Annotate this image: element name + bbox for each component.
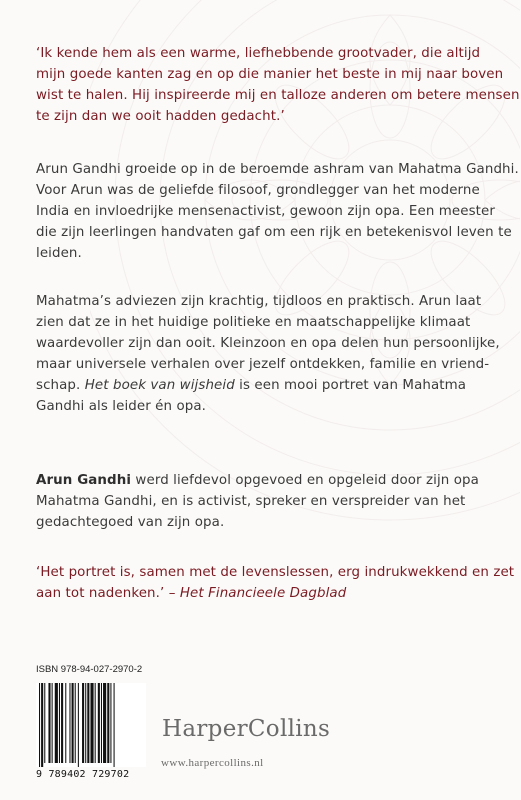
quote-line: ‘Ik kende hem als een warme, liefhebbende grootvader, die altijd: [36, 46, 481, 61]
quote-line: ‘Het portret is, samen met de levenslessen, erg indrukwekkend en zet: [36, 565, 515, 580]
paragraph-text: is een mooi portret van Mahatma: [234, 378, 467, 393]
paragraph-text: schap.: [36, 378, 85, 393]
paragraph-line: Gandhi als leider én opa.: [36, 399, 207, 414]
publisher-website: www.harpercollins.nl: [161, 757, 264, 769]
quote-text: aan tot nadenken.’ –: [36, 586, 180, 601]
paragraph-line: Voor Arun was de geliefde filosoof, grondlegger van het moderne: [36, 183, 480, 198]
description-paragraph: [36, 291, 500, 417]
book-title: Het boek van wijsheid: [84, 378, 235, 393]
barcode: [36, 683, 146, 767]
intro-paragraph: [36, 159, 519, 264]
paragraph-text: werd liefdevol opgevoed en opgeleid door zijn opa: [131, 473, 479, 488]
paragraph-line: waardevoller zijn dan ooit. Kleinzoon en opa delen hun persoonlijke,: [36, 336, 500, 351]
isbn-label: ISBN 978-94-027-2970-2: [36, 664, 143, 675]
paragraph-line: Mahatma’s adviezen zijn krachtig, tijdloos en praktisch. Arun laat: [36, 294, 482, 309]
opening-quote: [36, 43, 520, 127]
paragraph-line: zien dat ze in het huidige politieke en maatschappelijke klimaat: [36, 315, 471, 330]
paragraph-line: [36, 470, 496, 491]
press-quote: [36, 562, 515, 604]
paragraph-line: die zijn leerlingen handvaten gaf om een rijk en betekenisvol leven te: [36, 225, 512, 240]
quote-line: te zijn dan we ooit hadden gedacht.’: [36, 109, 285, 124]
paragraph-line: Mahatma Gandhi, en is activist, spreker en verspreider van het: [36, 494, 466, 509]
paragraph-line: India en invloedrijke mensenactivist, gewoon zijn opa. Een meester: [36, 204, 495, 219]
barcode-digits: 9 789402 729702: [36, 769, 130, 780]
publisher-logo: HarperCollins: [162, 716, 331, 742]
quote-line: [36, 583, 496, 604]
barcode-bars: [36, 683, 146, 767]
author-bio: [36, 470, 496, 533]
quote-source: Het Financieele Dagblad: [179, 586, 347, 601]
paragraph-line: gedachtegoed van zijn opa.: [36, 515, 225, 530]
paragraph-line: leiden.: [36, 246, 82, 261]
paragraph-line: maar universele verhalen over jezelf ontdekken, familie en vriend-: [36, 357, 490, 372]
quote-line: wist te halen. Hij inspireerde mij en talloze anderen om betere mensen: [36, 88, 520, 103]
paragraph-line: [36, 375, 496, 396]
author-name: Arun Gandhi: [36, 473, 132, 488]
quote-line: mijn goede kanten zag en op die manier het beste in mij naar boven: [36, 67, 504, 82]
paragraph-line: Arun Gandhi groeide op in de beroemde ashram van Mahatma Gandhi.: [36, 162, 519, 177]
